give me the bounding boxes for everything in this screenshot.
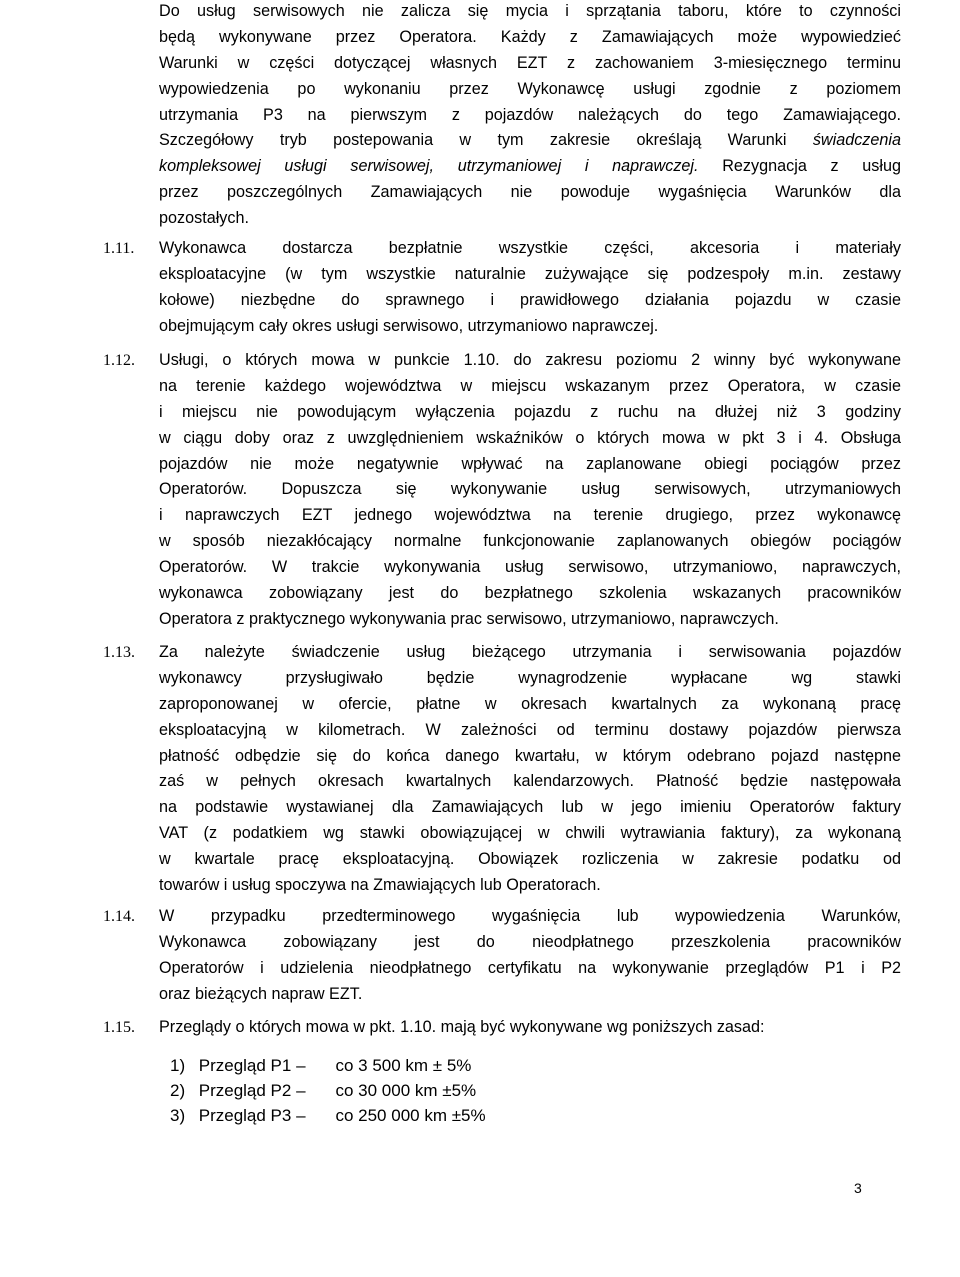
section-number: 1.15.	[103, 1019, 135, 1036]
italic-text: kompleksowej usługi serwisowej, utrzymaniowej i naprawczej.	[159, 157, 699, 176]
text-line: Operatora z praktycznego wykonywania prac serwisowo, utrzymaniowo, naprawczych.	[159, 609, 779, 628]
text-line: zaś w pełnych okresach kwartalnych kalendarzowych. Płatność będzie następowała	[159, 772, 901, 791]
section-1-13	[159, 640, 901, 899]
section-number: 1.14.	[103, 908, 135, 925]
inspection-item-p2	[170, 1078, 476, 1103]
section-1-15	[159, 1015, 901, 1041]
text-line: towarów i usług spoczywa na Zmawiających lub Operatorach.	[159, 876, 601, 895]
intro-paragraph	[159, 0, 901, 232]
text-line: Wykonawca dostarcza bezpłatnie wszystkie części, akcesoria i materiały	[159, 239, 901, 257]
text-line: Warunki w części dotyczącej własnych EZT z zachowaniem 3-miesięcznego terminu	[159, 53, 901, 72]
text-fragment: Rezygnacja z usług	[722, 157, 902, 176]
section-1-14	[159, 904, 901, 1008]
inspection-name: Przegląd P1 –	[198, 1056, 306, 1075]
text-line: kołowe) niezbędne do sprawnego i prawidłowego działania pojazdu w czasie	[159, 290, 901, 309]
inspection-interval: co 30 000 km ±5%	[335, 1081, 477, 1100]
text-line: płatność odbędzie się do końca danego kwartału, w którym odebrano pojazd następne	[159, 746, 901, 765]
text-line: Usługi, o których mowa w punkcie 1.10. do zakresu poziomu 2 winny być wykonywane	[159, 351, 901, 369]
text-line: VAT (z podatkiem wg stawki obowiązującej w chwili wytrawiania faktury), za wykonaną	[159, 824, 901, 843]
text-line: pozostałych.	[159, 209, 249, 228]
text-line	[159, 154, 901, 180]
text-line: Operatorów i udzielenia nieodpłatnego certyfikatu na wykonywanie przeglądów P1 i P2	[159, 958, 901, 977]
text-line: i naprawczych EZT jednego województwa na terenie drugiego, przez wykonawcę	[159, 506, 901, 525]
text-line: przez poszczególnych Zamawiających nie powoduje wygaśnięcia Warunków dla	[159, 183, 901, 202]
text-line: obejmującym cały okres usługi serwisowo, utrzymaniowo naprawczej.	[159, 316, 659, 335]
text-line: eksploatacyjną w kilometrach. W zależności od terminu dostawy pojazdów pierwsza	[159, 720, 901, 739]
page-number: 3	[854, 1180, 862, 1196]
list-marker: 1)	[170, 1056, 186, 1075]
text-line: i miejscu nie powodującym wyłączenia pojazdu z ruchu na dłużej niż 3 godziny	[159, 402, 901, 421]
text-fragment: Szczegółowy tryb postepowania w tym zakresie określają Warunki	[159, 131, 787, 150]
text-line: Operatorów. W trakcie wykonywania usług serwisowo, utrzymaniowo, naprawczych,	[159, 558, 901, 577]
inspection-interval: co 3 500 km ± 5%	[335, 1056, 472, 1075]
text-line: Do usług serwisowych nie zalicza się mycia i sprzątania taboru, które to czynności	[159, 2, 901, 20]
text-line: Przeglądy o których mowa w pkt. 1.10. mają być wykonywane wg poniższych zasad:	[159, 1018, 765, 1036]
text-line: na terenie każdego województwa w miejscu wskazanym przez Operatora, w czasie	[159, 376, 901, 395]
inspection-interval: co 250 000 km ±5%	[335, 1106, 486, 1125]
list-marker: 2)	[170, 1081, 186, 1100]
text-line: Wykonawca zobowiązany jest do nieodpłatnego przeszkolenia pracowników	[159, 932, 901, 951]
text-line: oraz bieżących napraw EZT.	[159, 984, 363, 1003]
text-line: Operatorów. Dopuszcza się wykonywanie usług serwisowych, utrzymaniowych	[159, 480, 901, 499]
section-number: 1.12.	[103, 352, 135, 369]
text-line: Za należyte świadczenie usług bieżącego utrzymania i serwisowania pojazdów	[159, 643, 901, 661]
inspection-item-p3	[170, 1103, 486, 1128]
section-1-12	[159, 348, 901, 633]
text-line: będą wykonywane przez Operatora. Każdy z Zamawiających może wypowiedzieć	[159, 27, 901, 46]
text-line: pojazdów nie może negatywnie wpływać na zaplanowane obiegi pociągów przez	[159, 454, 901, 473]
italic-text: świadczenia	[812, 131, 901, 150]
text-line: wykonawcy przysługiwało będzie wynagrodzenie wypłacane wg stawki	[159, 668, 901, 687]
inspection-name: Przegląd P3 –	[198, 1106, 306, 1125]
text-line: wykonawca zobowiązany jest do bezpłatnego szkolenia wskazanych pracowników	[159, 584, 901, 603]
text-line: wypowiedzenia po wykonaniu przez Wykonawcę usługi zgodnie z poziomem	[159, 79, 901, 98]
text-line	[159, 128, 901, 154]
section-1-11	[159, 236, 901, 340]
text-line: w kwartale pracę eksploatacyjną. Obowiązek rozliczenia w zakresie podatku od	[159, 850, 901, 869]
inspection-name: Przegląd P2 –	[198, 1081, 306, 1100]
text-line: utrzymania P3 na pierwszym z pojazdów należących do tego Zamawiającego.	[159, 105, 901, 124]
list-marker: 3)	[170, 1106, 186, 1125]
inspection-item-p1	[170, 1053, 471, 1078]
section-number: 1.13.	[103, 644, 135, 661]
text-line: na podstawie wystawianej dla Zamawiających lub w jego imieniu Operatorów faktury	[159, 798, 901, 817]
text-line: w ciągu doby oraz z uwzględnieniem wskaźników o których mowa w pkt 3 i 4. Obsługa	[159, 428, 901, 447]
text-line: eksploatacyjne (w tym wszystkie naturalnie zużywające się podzespoły m.in. zestawy	[159, 264, 901, 283]
text-line: W przypadku przedterminowego wygaśnięcia lub wypowiedzenia Warunków,	[159, 907, 901, 925]
text-line: w sposób niezakłócający normalne funkcjonowanie zaplanowanych obiegów pociągów	[159, 532, 901, 551]
text-line: zaproponowanej w ofercie, płatne w okresach kwartalnych za wykonaną pracę	[159, 694, 901, 713]
section-number: 1.11.	[103, 240, 135, 257]
